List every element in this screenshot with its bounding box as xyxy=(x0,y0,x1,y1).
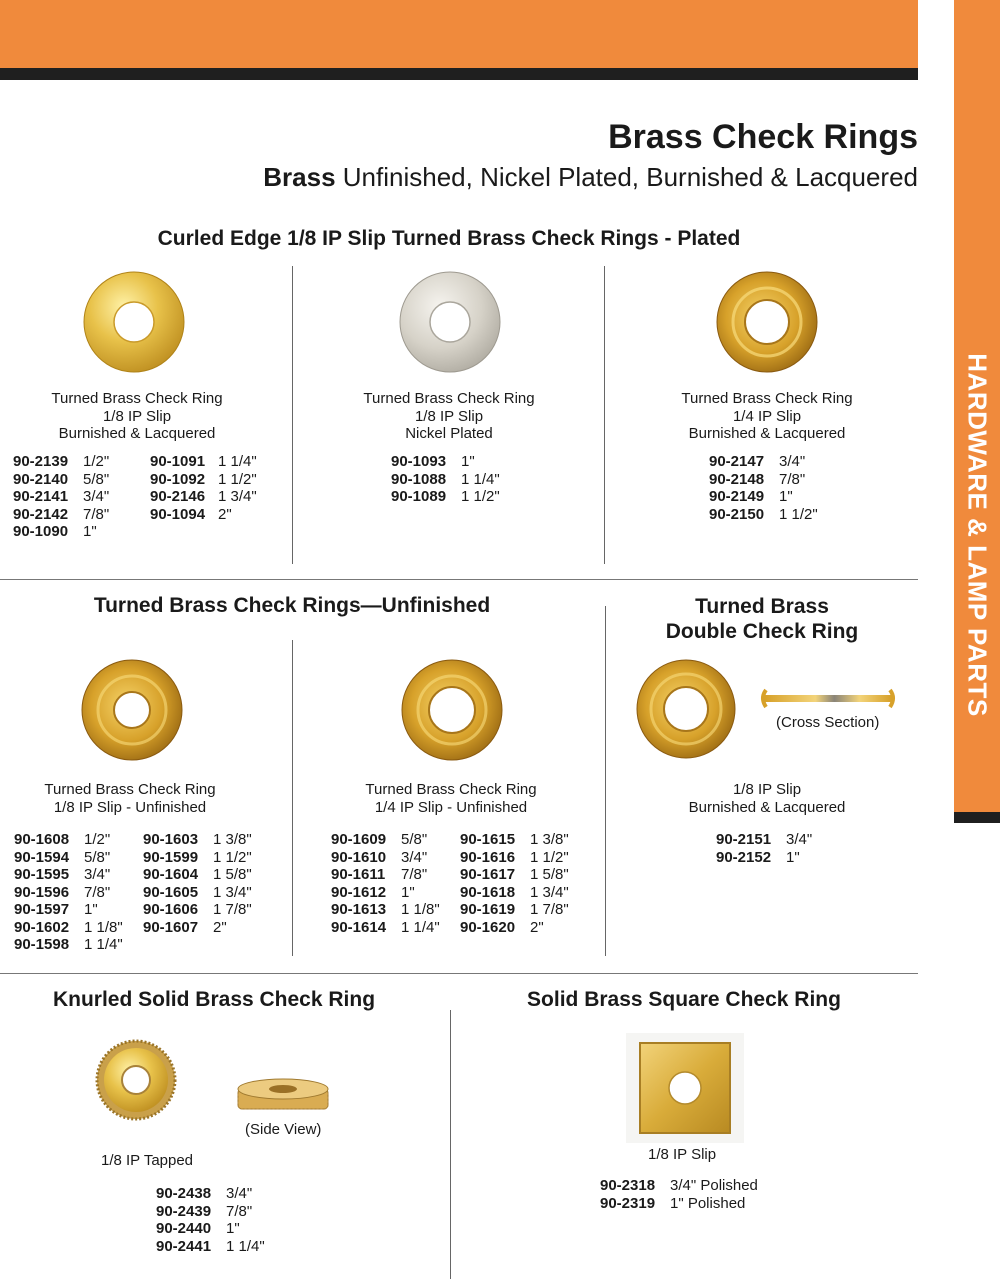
part-row: 90-1596 7/8" xyxy=(14,883,111,901)
part-row: 90-1618 1 3/4" xyxy=(460,883,569,901)
part-row: 90-1607 2" xyxy=(143,918,227,936)
part-row: 90-1619 1 7/8" xyxy=(460,901,569,918)
product-caption: Turned Brass Check Ring 1/4 IP Slip Burnished & Lacquered xyxy=(681,390,853,442)
cross-section-label: (Cross Section) xyxy=(776,714,880,731)
part-row: 90-1088 1 1/4" xyxy=(391,470,500,488)
part-row: 90-2152 1" xyxy=(716,848,800,866)
nickel-check-ring-image xyxy=(398,270,502,374)
parts-list xyxy=(460,831,569,936)
section-title-square: Solid Brass Square Check Ring xyxy=(527,988,841,1011)
product-caption: 1/8 IP Tapped xyxy=(101,1152,194,1169)
parts-list xyxy=(709,453,818,523)
curled-brass-check-ring-image xyxy=(715,270,819,374)
unfinished-quarter-check-ring-image xyxy=(400,658,504,762)
part-row: 90-2439 7/8" xyxy=(156,1202,253,1220)
knurled-ring-side-view-image xyxy=(236,1077,330,1113)
part-row: 90-1602 1 1/8" xyxy=(14,918,123,936)
divider xyxy=(605,606,606,956)
part-row: 90-1598 1 1/4" xyxy=(14,936,123,953)
parts-list xyxy=(14,831,123,954)
part-row: 90-2149 1" xyxy=(709,488,793,505)
product-caption: Turned Brass Check Ring 1/8 IP Slip Burnished & Lacquered xyxy=(51,390,223,442)
section-title-unfinished: Turned Brass Check Rings—Unfinished xyxy=(93,594,491,617)
product-caption: Turned Brass Check Ring 1/8 IP Slip Nickel Plated xyxy=(363,390,535,442)
page-title: Brass Check Rings xyxy=(608,118,918,156)
part-row: 90-1611 7/8" xyxy=(331,866,428,883)
part-row: 90-1603 1 3/8" xyxy=(143,831,252,848)
subtitle-bold: Brass xyxy=(263,162,336,192)
section-title-knurled: Knurled Solid Brass Check Ring xyxy=(52,988,376,1011)
part-row: 90-1090 1" xyxy=(13,523,97,540)
part-row: 90-1620 2" xyxy=(460,918,544,936)
section-divider xyxy=(0,973,918,974)
knurled-ring-image xyxy=(96,1040,176,1120)
product-caption: Turned Brass Check Ring 1/4 IP Slip - Unfinished xyxy=(365,781,537,816)
part-row: 90-2318 3/4" Polished xyxy=(600,1177,758,1194)
part-row: 90-2141 3/4" xyxy=(13,488,110,505)
divider xyxy=(450,1010,451,1279)
parts-list xyxy=(391,453,500,506)
part-row: 90-1092 1 1/2" xyxy=(150,470,257,488)
page-subtitle xyxy=(263,162,918,193)
part-row: 90-2142 7/8" xyxy=(13,505,110,523)
parts-list xyxy=(600,1177,758,1212)
part-row: 90-1094 2" xyxy=(150,505,232,523)
divider xyxy=(604,266,605,564)
square-check-ring-image xyxy=(626,1033,744,1143)
part-row: 90-1610 3/4" xyxy=(331,848,428,866)
part-row: 90-1597 1" xyxy=(14,901,98,918)
part-row: 90-1612 1" xyxy=(331,883,415,901)
part-row: 90-1093 1" xyxy=(391,453,475,470)
part-row: 90-1089 1 1/2" xyxy=(391,488,500,505)
unfinished-check-ring-image xyxy=(80,658,184,762)
cross-section-icon xyxy=(760,686,896,712)
section-divider xyxy=(0,579,918,580)
part-row: 90-2440 1" xyxy=(156,1220,240,1237)
part-row: 90-1613 1 1/8" xyxy=(331,901,440,918)
part-row: 90-1606 1 7/8" xyxy=(143,901,252,918)
product-caption: Turned Brass Check Ring 1/8 IP Slip - Unfinished xyxy=(44,781,216,816)
part-row: 90-1605 1 3/4" xyxy=(143,883,252,901)
part-row: 90-2146 1 3/4" xyxy=(150,488,257,505)
product-caption: 1/8 IP Slip Burnished & Lacquered xyxy=(688,781,846,816)
part-row: 90-2150 1 1/2" xyxy=(709,505,818,523)
part-row: 90-1091 1 1/4" xyxy=(150,453,257,470)
part-row: 90-1617 1 5/8" xyxy=(460,866,569,883)
part-row: 90-1608 1/2" xyxy=(14,831,111,848)
section-title-double: Turned Brass Double Check Ring xyxy=(665,595,859,643)
parts-list xyxy=(331,831,440,936)
parts-list xyxy=(156,1185,265,1255)
divider xyxy=(292,640,293,956)
part-row: 90-1609 5/8" xyxy=(331,831,428,848)
part-row: 90-1604 1 5/8" xyxy=(143,866,252,883)
part-row: 90-2151 3/4" xyxy=(716,831,813,848)
part-row: 90-2319 1" Polished xyxy=(600,1194,746,1212)
divider xyxy=(292,266,293,564)
parts-list xyxy=(150,453,257,523)
parts-list xyxy=(13,453,109,541)
part-row: 90-1595 3/4" xyxy=(14,866,111,883)
subtitle-rest: Unfinished, Nickel Plated, Burnished & Lacquered xyxy=(342,162,918,192)
side-tab-rule xyxy=(954,812,1000,823)
part-row: 90-2147 3/4" xyxy=(709,453,806,470)
part-row: 90-1614 1 1/4" xyxy=(331,918,440,936)
part-row: 90-2441 1 1/4" xyxy=(156,1237,265,1255)
part-row: 90-1616 1 1/2" xyxy=(460,848,569,866)
part-row: 90-1615 1 3/8" xyxy=(460,831,569,848)
product-caption: 1/8 IP Slip xyxy=(648,1146,717,1163)
parts-list xyxy=(143,831,252,936)
section-title-plated: Curled Edge 1/8 IP Slip Turned Brass Check Rings - Plated xyxy=(157,227,741,250)
part-row: 90-1599 1 1/2" xyxy=(143,848,252,866)
double-check-ring-image xyxy=(635,658,737,760)
side-tab-label: HARDWARE & LAMP PARTS xyxy=(962,353,993,717)
part-row: 90-2438 3/4" xyxy=(156,1185,253,1202)
brass-check-ring-image xyxy=(82,270,186,374)
part-row: 90-1594 5/8" xyxy=(14,848,111,866)
part-row: 90-2140 5/8" xyxy=(13,470,110,488)
header-rule xyxy=(0,68,918,80)
header-band xyxy=(0,0,918,68)
side-view-label: (Side View) xyxy=(245,1121,322,1138)
parts-list xyxy=(716,831,812,866)
part-row: 90-2148 7/8" xyxy=(709,470,806,488)
part-row: 90-2139 1/2" xyxy=(13,453,110,470)
